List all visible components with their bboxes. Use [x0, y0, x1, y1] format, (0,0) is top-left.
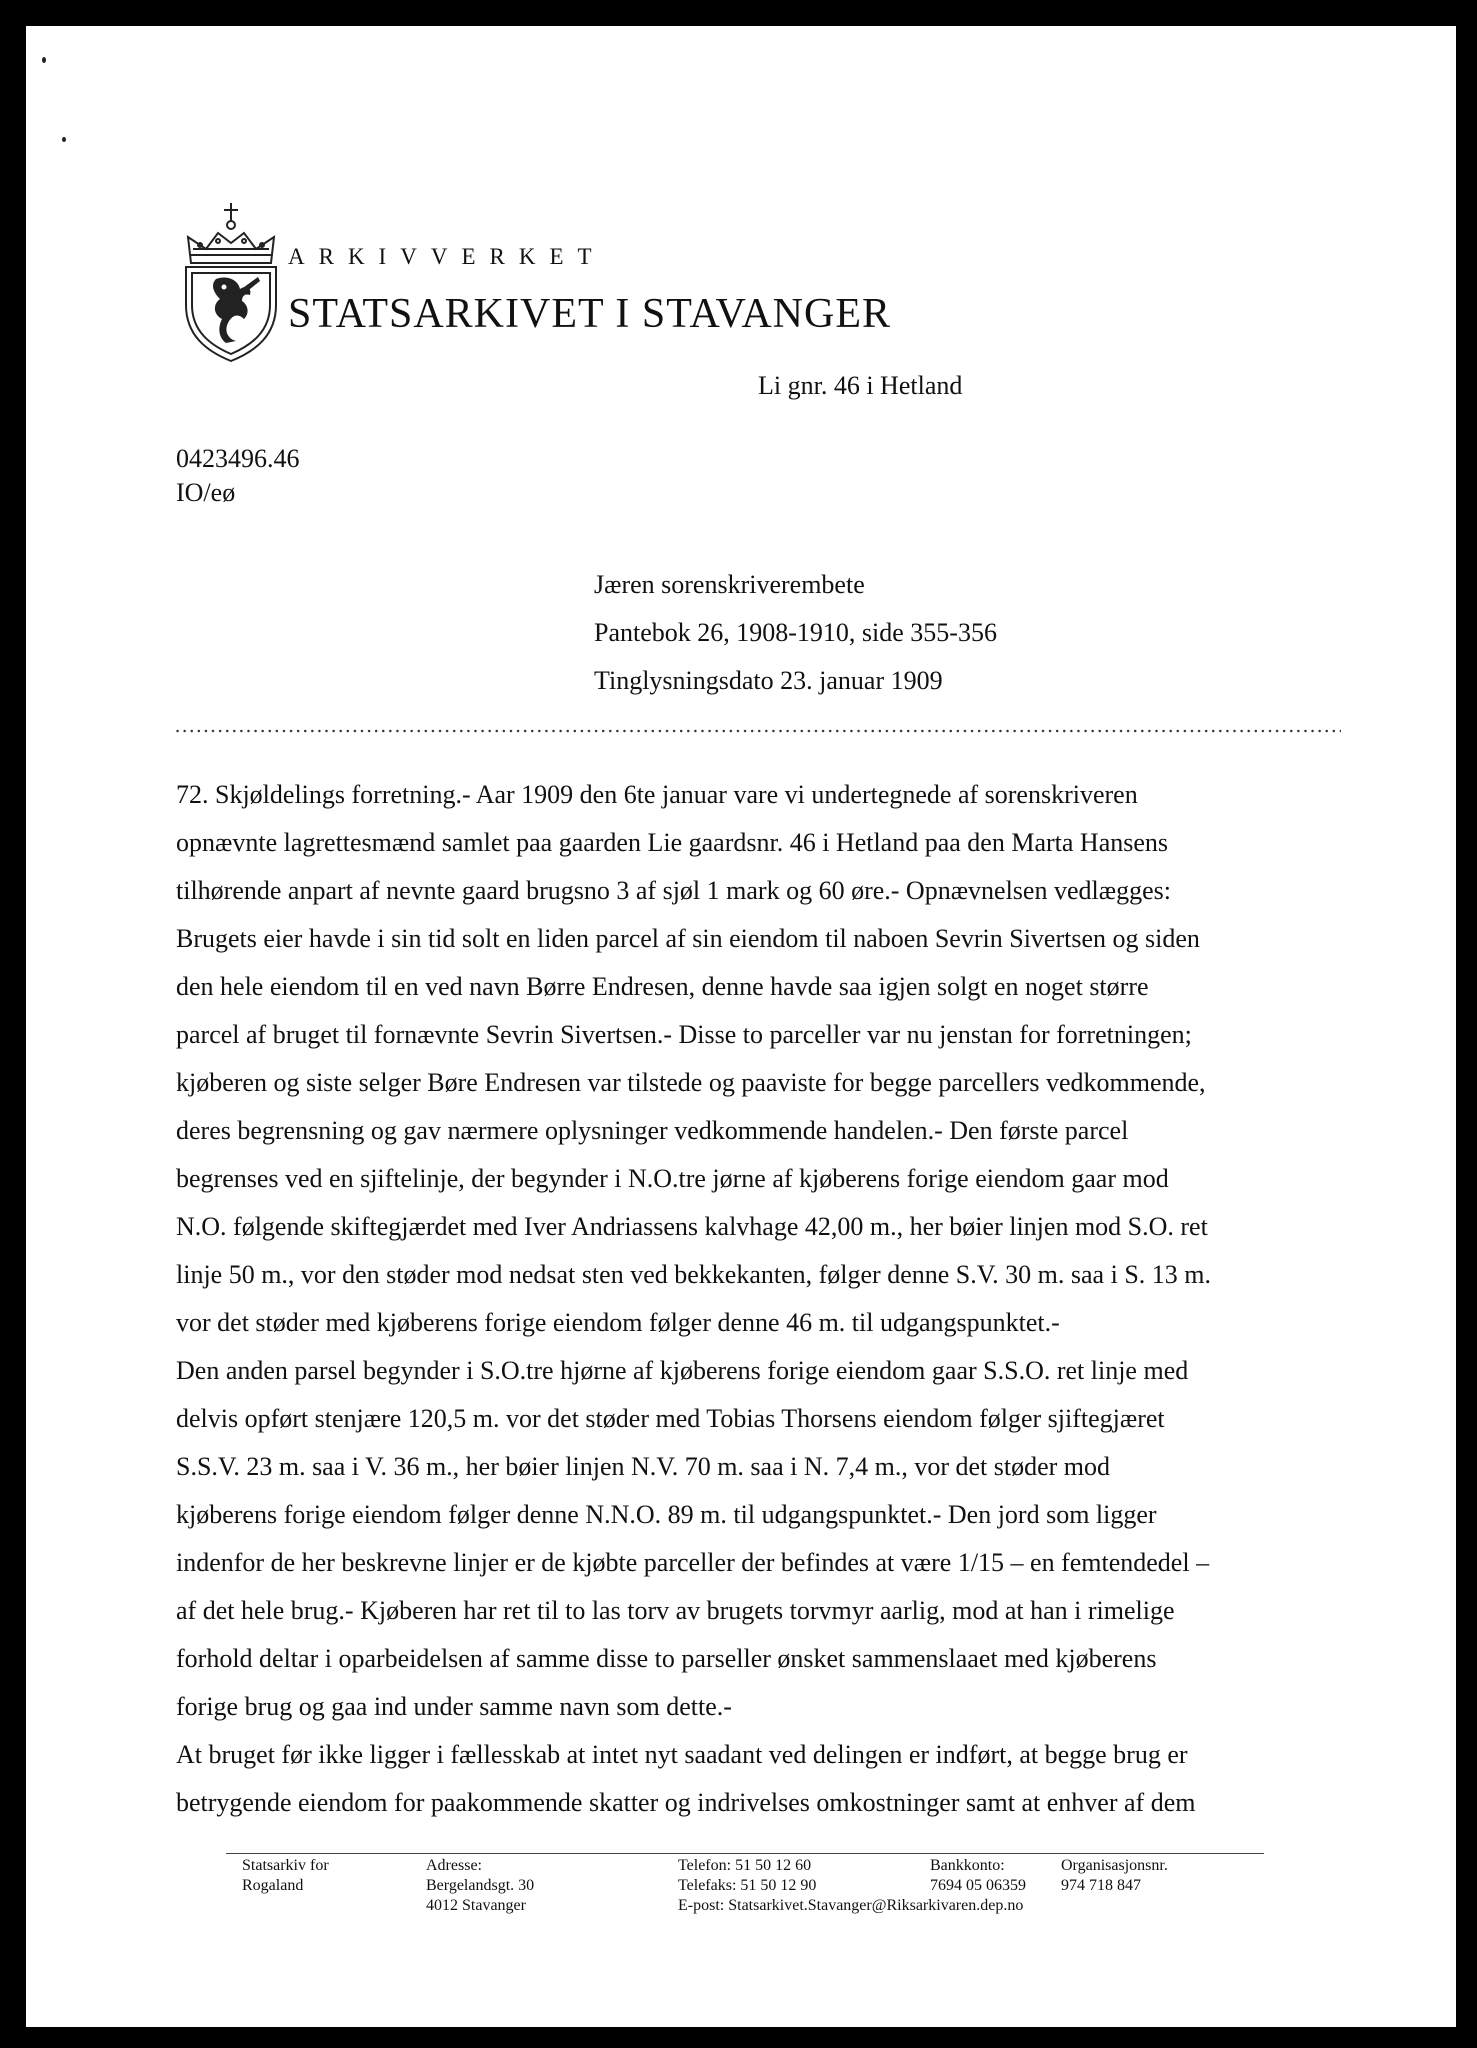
- footer-phone: Telefon: 51 50 12 60: [678, 1857, 812, 1874]
- body-line: Brugets eier havde i sin tid solt en liden parcel af sin eiendom til naboen Sevrin Sivertsen og siden: [176, 924, 1200, 953]
- footer-address-city: 4012 Stavanger: [426, 1897, 526, 1914]
- body-line: vor det støder med kjøberens forige eiendom følger denne 46 m. til udgangspunktet.-: [176, 1308, 1060, 1337]
- body-line: linje 50 m., vor den støder mod nedsat sten ved bekkekanten, følger denne S.V. 30 m. saa i S. 13 m.: [176, 1260, 1211, 1289]
- body-line: N.O. følgende skiftegjærdet med Iver Andriassens kalvhage 42,00 m., her bøier linjen mod S.O. ret: [176, 1212, 1208, 1241]
- source-office: Jæren sorenskriverembete: [594, 570, 865, 599]
- registration-date: Tinglysningsdato 23. januar 1909: [594, 666, 943, 695]
- footer-fax: Telefaks: 51 50 12 90: [678, 1877, 817, 1894]
- footer-bank-label: Bankkonto:: [930, 1857, 1005, 1874]
- scan-speck: [42, 57, 46, 63]
- body-line: kjøberen og siste selger Børe Endresen var tilstede og paaviste for begge parcellers vedkommende,: [176, 1068, 1206, 1097]
- archive-name: STATSARKIVET I STAVANGER: [288, 291, 892, 337]
- dotted-divider: [174, 729, 1341, 733]
- body-line: forige brug og gaa ind under samme navn som dette.-: [176, 1692, 732, 1721]
- body-line: Den anden parsel begynder i S.O.tre hjørne af kjøberens forige eiendom gaar S.S.O. ret linje med: [176, 1356, 1189, 1385]
- footer-address-label: Adresse:: [426, 1857, 482, 1874]
- footer-org-line2: Rogaland: [242, 1877, 304, 1894]
- agency-name: ARKIVVERKET: [288, 244, 606, 269]
- document-page: [26, 26, 1456, 2027]
- footer-address-street: Bergelandsgt. 30: [426, 1877, 535, 1894]
- body-line: indenfor de her beskrevne linjer er de kjøbte parceller der befindes at være 1/15 – en femtendedel –: [176, 1548, 1210, 1577]
- body-line: betrygende eiendom for paakommende skatter og indrivelses omkostninger samt at enhver af dem: [176, 1788, 1196, 1817]
- transcription-body: [176, 771, 1346, 1827]
- source-book: Pantebok 26, 1908-1910, side 355-356: [594, 618, 997, 647]
- coat-of-arms-icon: [176, 201, 286, 363]
- body-line: tilhørende anpart af nevnte gaard brugsno 3 af sjøl 1 mark og 60 øre.- Opnævnelsen vedlægges:: [176, 876, 1171, 905]
- scan-speck: [62, 137, 66, 142]
- body-line: den hele eiendom til en ved navn Børre Endresen, denne havde saa igjen solgt en noget større: [176, 972, 1149, 1001]
- footer-org-line1: Statsarkiv for: [242, 1857, 329, 1874]
- reference-number: 0423496.46: [176, 444, 300, 473]
- body-line: deres begrensning og gav nærmere oplysninger vedkommende handelen.- Den første parcel: [176, 1116, 1129, 1145]
- reference-initials: IO/eø: [176, 478, 236, 507]
- footer-bank-number: 7694 05 06359: [930, 1877, 1026, 1894]
- body-line: parcel af bruget til fornævnte Sevrin Sivertsen.- Disse to parceller var nu jenstan for forretningen;: [176, 1020, 1192, 1049]
- body-line: forhold deltar i oparbeidelsen af samme disse to parseller ønsket sammenslaaet med kjøberens: [176, 1644, 1157, 1673]
- body-line: At bruget før ikke ligger i fællesskab at intet nyt saadant ved delingen er indført, at begge brug er: [176, 1740, 1188, 1769]
- footer-email-link[interactable]: E-post: Statsarkivet.Stavanger@Riksarkivaren.dep.no: [678, 1897, 1024, 1914]
- footer-org-number-label: Organisasjonsnr.: [1061, 1857, 1168, 1874]
- body-line: delvis opført stenjære 120,5 m. vor det støder med Tobias Thorsens eiendom følger sjiftegjæret: [176, 1404, 1165, 1433]
- body-line: 72. Skjøldelings forretning.- Aar 1909 den 6te januar vare vi undertegnede af sorenskriveren: [176, 780, 1138, 809]
- body-line: af det hele brug.- Kjøberen har ret til to las torv av brugets torvmyr aarlig, mod at han i rimelige: [176, 1596, 1175, 1625]
- body-line: begrenses ved en sjiftelinje, der begynder i N.O.tre jørne af kjøberens forige eiendom gaar mod: [176, 1164, 1169, 1193]
- footer-org-number: 974 718 847: [1061, 1877, 1141, 1894]
- body-line: S.S.V. 23 m. saa i V. 36 m., her bøier linjen N.V. 70 m. saa i N. 7,4 m., vor det støder mod: [176, 1452, 1111, 1481]
- body-line: kjøberens forige eiendom følger denne N.N.O. 89 m. til udgangspunktet.- Den jord som ligger: [176, 1500, 1157, 1529]
- property-reference: Li gnr. 46 i Hetland: [758, 371, 963, 400]
- body-line: opnævnte lagrettesmænd samlet paa gaarden Lie gaardsnr. 46 i Hetland paa den Marta Hansens: [176, 828, 1169, 857]
- footer-divider: [226, 1853, 1264, 1854]
